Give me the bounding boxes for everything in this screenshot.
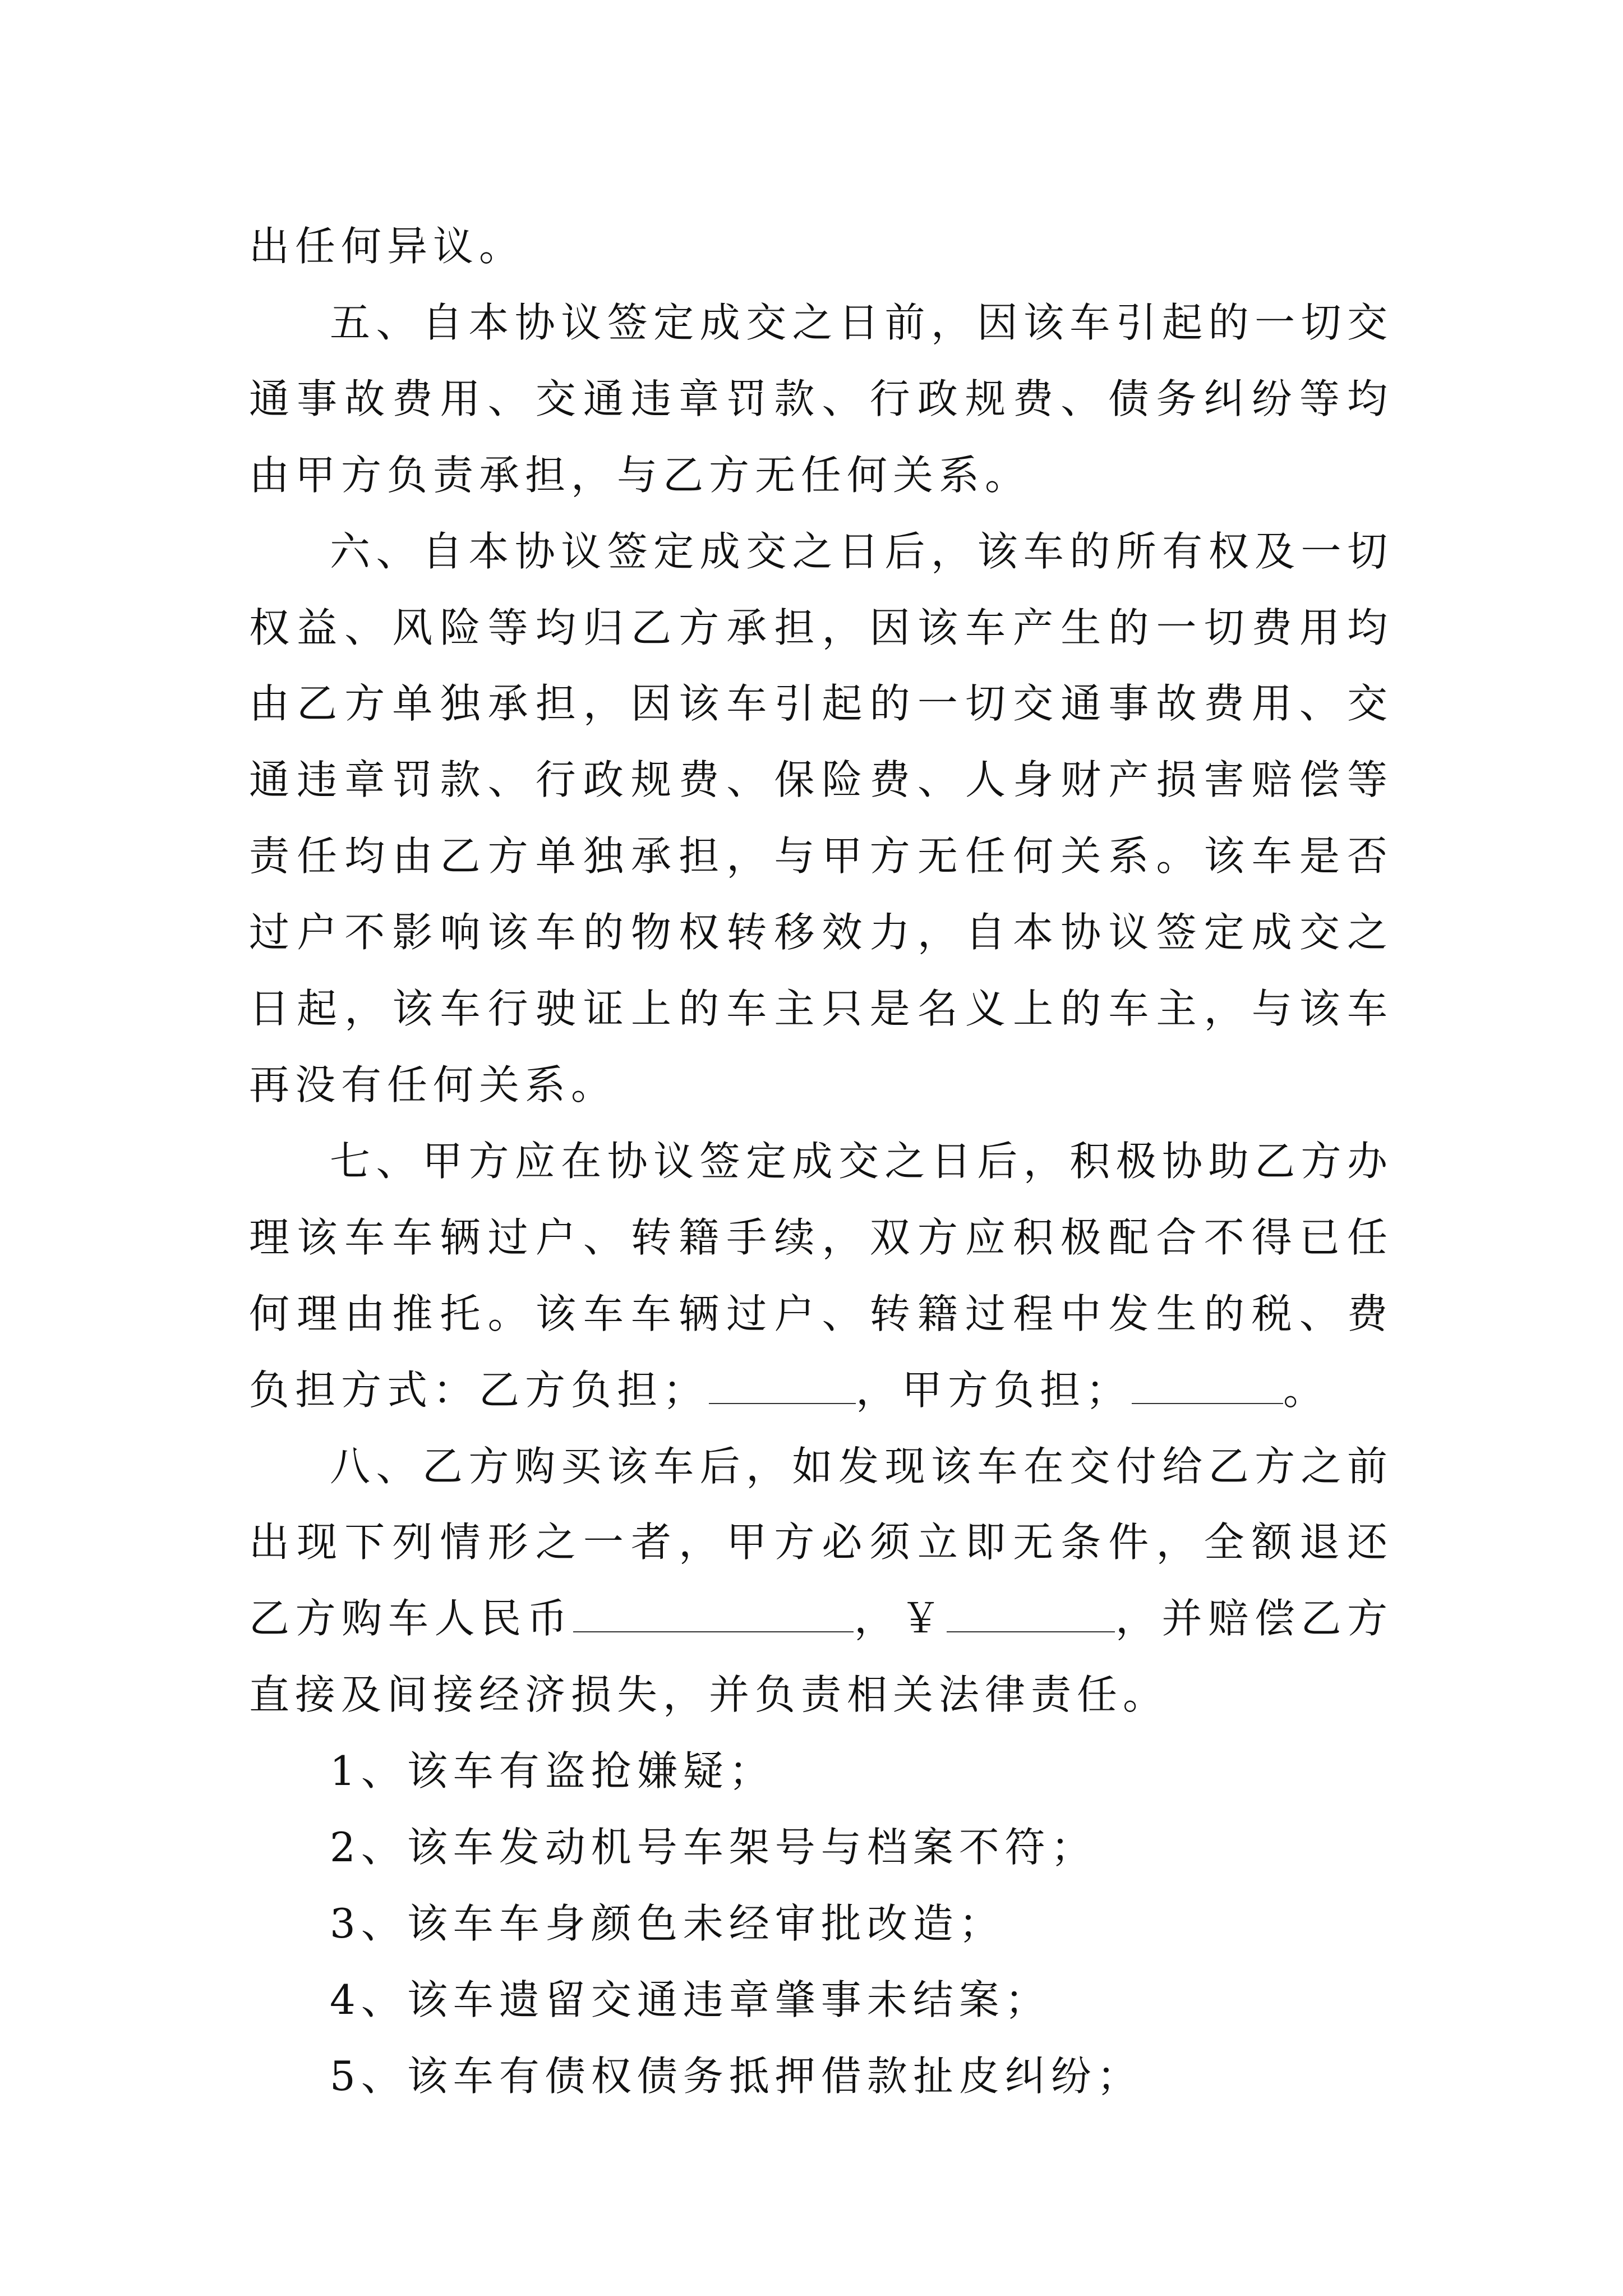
clause-7-text: 七、甲方应在协议签定成交之日后，积极协助乙方办理该车车辆过户、转籍手续，双方应积极配合不得已任何理由推托。该车车辆过户、转籍过程中发生的税、费负担方式：乙方负担； [249,1137,1393,1414]
list-item: 2、该车发动机号车架号与档案不符； [330,1824,1097,1871]
clause-8-mid: ，￥ [854,1595,947,1642]
blank-field-party-b-burden[interactable] [709,1370,856,1404]
paragraph-continuation: 出任何异议。 [249,223,525,270]
list-item: 3、该车车身颜色未经审批改造； [330,1899,1005,1947]
document-body [249,209,1393,2115]
clause-7-mid: ，甲方负担； [856,1366,1132,1414]
blank-field-amount-yuan[interactable] [947,1599,1115,1632]
blank-field-party-a-burden[interactable] [1132,1370,1283,1404]
blank-field-amount-rmb[interactable] [573,1599,854,1632]
list-item: 1、该车有盗抢嫌疑； [330,1747,775,1795]
clause-7 [249,1124,1393,1429]
clause-7-end: 。 [1283,1366,1330,1414]
clause-8 [249,1429,1393,1734]
clause-8-end: ，并赔偿乙方直接及间接经济损失，并负责相关法律责任。 [249,1595,1393,1719]
list-item: 5、该车有债权债务抵押借款扯皮纠纷； [330,2052,1143,2100]
clause-6: 六、自本协议签定成交之日后，该车的所有权及一切权益、风险等均归乙方承担，因该车产生的一切费用均由乙方单独承担，因该车引起的一切交通事故费用、交通违章罚款、行政规费、保险费、人身财产损害赔偿等责任均由乙方单独承担，与甲方无任何关系。该车是否过户不影响该车的物权转移效力，自本协议签定成交之日起，该车行驶证上的车主只是名义上的车主，与该车再没有任何关系。 [249,527,1393,1108]
list-item: 4、该车遗留交通违章肇事未结案； [330,1976,1051,2023]
clause-8-text: 八、乙方购买该车后，如发现该车在交付给乙方之前出现下列情形之一者，甲方必须立即无条件，全额退还乙方购车人民币 [249,1442,1393,1642]
clause-5: 五、自本协议签定成交之日前，因该车引起的一切交通事故费用、交通违章罚款、行政规费、债务纠纷等均由甲方负责承担，与乙方无任何关系。 [249,298,1393,499]
